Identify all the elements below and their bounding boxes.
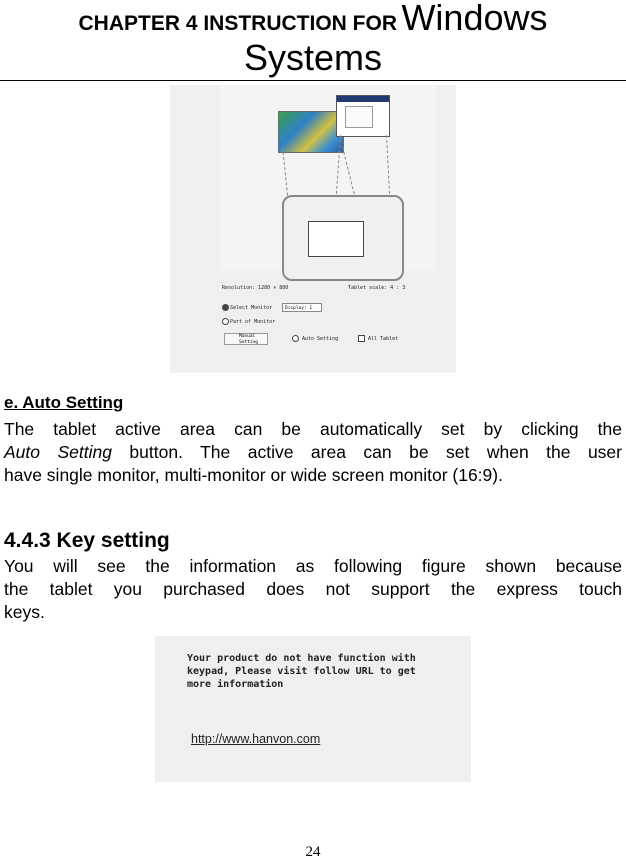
unsupported-keypad-message [187, 652, 416, 691]
tablet-scale-value: 4 : 3 [390, 285, 406, 291]
chapter-header [0, 0, 626, 80]
auto-setting-button-name: Auto Setting [4, 442, 112, 462]
window-preview-image [336, 95, 390, 137]
window-preview-content [345, 106, 373, 128]
auto-setting-line-2 [4, 441, 622, 464]
auto-setting-line-1: The tablet active area can be automatically set by clicking the [4, 419, 622, 439]
screen-preview-image [278, 111, 344, 153]
key-setting-paragraph [4, 555, 622, 624]
select-monitor-radio[interactable] [222, 304, 229, 311]
auto-setting-radio[interactable] [292, 335, 299, 342]
auto-setting-heading: e. Auto Setting [4, 393, 124, 412]
header-rule [0, 80, 626, 81]
window-preview-titlebar [337, 96, 389, 102]
all-tablet-label: All Tablet [368, 336, 399, 342]
auto-setting-line-3: have single monitor, multi-monitor or wide screen monitor (16:9). [4, 465, 503, 485]
key-setting-heading: 4.4.3 Key setting [4, 529, 170, 552]
message-line-3: more information [187, 679, 284, 690]
manual-setting-label-1: Manual [239, 334, 256, 339]
key-setting-line-1: You will see the information as following figure shown because [4, 556, 622, 576]
auto-setting-line-2-rest: button. The active area can be set when the user [111, 442, 622, 462]
message-line-2: keypad, Please visit follow URL to get [187, 666, 416, 677]
resolution-label: Resolution: [222, 285, 256, 291]
select-monitor-label: Select Monitor [230, 305, 273, 311]
key-setting-line-2: the tablet you purchased does not support the express touch [4, 579, 622, 599]
auto-setting-paragraph [4, 418, 622, 487]
chapter-title-bold: CHAPTER 4 INSTRUCTION FOR [78, 12, 397, 35]
chapter-title-line2: Systems [243, 37, 383, 78]
display-select[interactable]: Display: 1 [282, 303, 322, 312]
manual-setting-label-2: Setting [239, 340, 258, 345]
hanvon-url-link[interactable]: http://www.hanvon.com [191, 732, 321, 746]
resolution-value: 1280 × 800 [258, 285, 289, 291]
part-of-monitor-radio[interactable] [222, 318, 229, 325]
key-setting-line-3: keys. [4, 602, 45, 622]
key-setting-screenshot [155, 636, 471, 782]
page-number: 24 [305, 844, 321, 860]
message-line-1: Your product do not have function with [187, 653, 416, 664]
tablet-active-area [308, 221, 364, 257]
part-of-monitor-label: Part of Monitor [230, 319, 276, 325]
manual-setting-button[interactable] [224, 333, 268, 345]
chapter-title-windows: Windows [401, 0, 548, 38]
tablet-outline [282, 195, 404, 281]
all-tablet-checkbox[interactable] [358, 335, 365, 342]
tablet-scale-label: Tablet scale: [348, 285, 388, 291]
auto-setting-screenshot [170, 85, 456, 373]
auto-setting-label[interactable]: Auto Setting [302, 336, 339, 342]
